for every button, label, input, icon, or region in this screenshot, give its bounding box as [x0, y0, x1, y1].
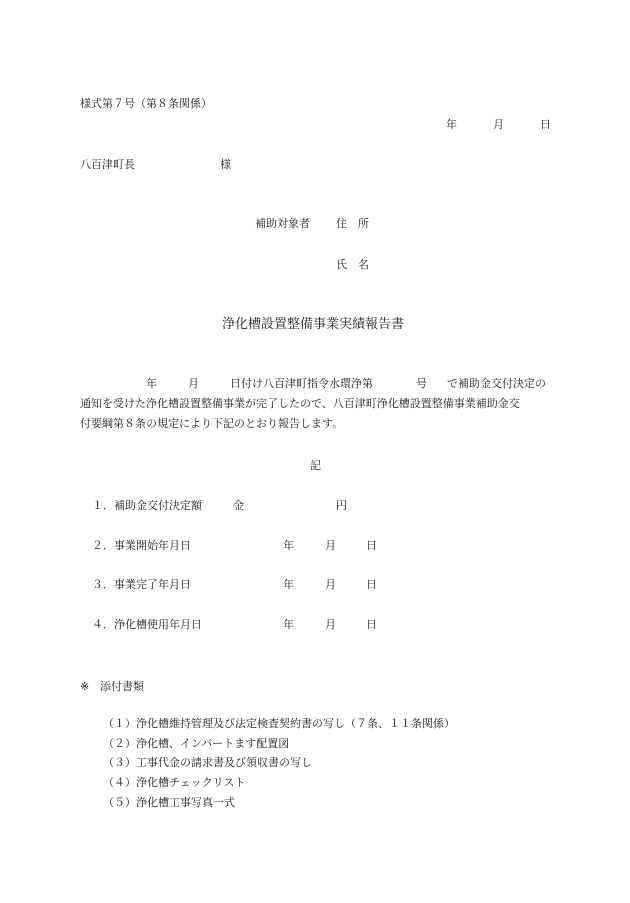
address-label: 住 所: [336, 217, 369, 230]
item-label: ４．浄化槽使用年月日: [92, 618, 202, 631]
date-day: 日: [540, 118, 551, 131]
attachment-item: （３）工事代金の請求書及び領収書の写し: [103, 756, 312, 769]
item-month: 月: [325, 578, 336, 591]
item-day: 日: [366, 539, 377, 552]
item-label: ２．事業開始年月日: [92, 539, 191, 552]
ki-heading: 記: [310, 459, 321, 472]
item-prefix: 金: [233, 499, 244, 512]
attachment-item: （２）浄化槽、インバートます配置図: [103, 737, 290, 750]
item-label: １．補助金交付決定額: [92, 499, 202, 512]
note-mark-icon: ※: [80, 680, 90, 693]
item-day: 日: [366, 618, 377, 631]
body-month: 月: [188, 377, 199, 390]
item-label: ３．事業完了年月日: [92, 578, 191, 591]
form-number: 様式第７号（第８条関係）: [80, 97, 212, 110]
item-month: 月: [325, 539, 336, 552]
body-line-2: 通知を受けた浄化槽設置整備事業が完了したので、八百津町浄化槽設置整備事業補助金交: [80, 397, 520, 410]
item-day: 日: [366, 578, 377, 591]
addressee-honorific: 様: [220, 158, 231, 171]
date-month: 月: [493, 118, 504, 131]
body-text-b: で補助金交付決定の: [447, 377, 546, 390]
attachment-item: （５）浄化槽工事写真一式: [103, 796, 235, 809]
body-number: 号: [416, 377, 427, 390]
date-year: 年: [446, 118, 457, 131]
applicant-label: 補助対象者: [255, 217, 310, 230]
item-suffix: 円: [336, 499, 347, 512]
body-text-a: 日付け八百津町指令水環浄第: [230, 377, 373, 390]
addressee-name: 八百津町長: [80, 158, 135, 171]
document-title: 浄化槽設置整備事業実績報告書: [222, 317, 405, 332]
name-label: 氏 名: [336, 258, 369, 271]
body-line-3: 付要綱第８条の規定により下記のとおり報告します。: [80, 417, 344, 430]
body-year: 年: [146, 377, 157, 390]
item-month: 月: [325, 618, 336, 631]
item-year: 年: [283, 539, 294, 552]
attachments-header: 添付書類: [100, 680, 144, 693]
attachment-item: （４）浄化槽チェックリスト: [103, 776, 246, 789]
item-year: 年: [283, 578, 294, 591]
attachment-item: （１）浄化槽維持管理及び法定検査契約書の写し（７条、１１条関係）: [103, 717, 455, 730]
item-year: 年: [283, 618, 294, 631]
body-paragraph: [80, 374, 552, 434]
